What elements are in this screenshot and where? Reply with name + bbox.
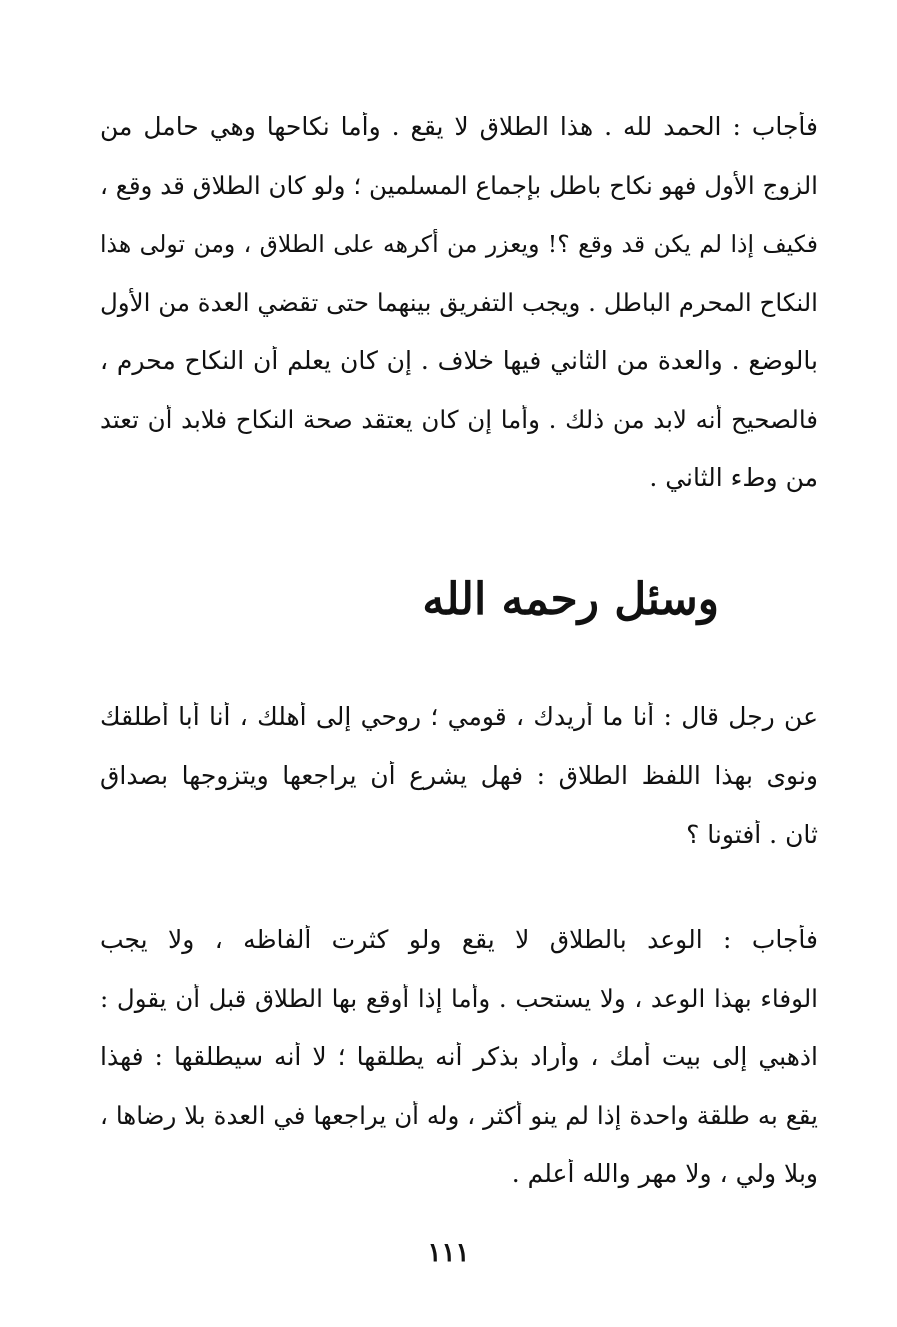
text-line: فأجاب : الوعد بالطلاق لا يقع ولو كثرت ألفاظه ، ولا يجب: [100, 925, 818, 954]
text-line: ونوى بهذا اللفظ الطلاق : فهل يشرع أن يراجعها ويتزوجها بصداق: [100, 761, 818, 790]
paragraph-answer-1: [100, 112, 818, 522]
text-line: ثان . أفتونا ؟: [686, 820, 818, 849]
text-line: اذهبي إلى بيت أمك ، وأراد بذكر أنه يطلقها ؛ لا أنه سيطلقها : فهذا: [100, 1042, 818, 1071]
text-line: وبلا ولي ، ولا مهر والله أعلم .: [511, 1159, 818, 1188]
text-line: فأجاب : الحمد لله . هذا الطلاق لا يقع . وأما نكاحها وهي حامل من: [100, 112, 818, 141]
section-heading: وسئل رحمه الله: [422, 574, 719, 625]
text-line: الزوج الأول فهو نكاح باطل بإجماع المسلمين ؛ ولو كان الطلاق قد وقع ،: [100, 170, 818, 200]
text-line: فالصحيح أنه لابد من ذلك . وأما إن كان يعتقد صحة النكاح فلابد أن تعتد: [100, 404, 818, 434]
text-line: النكاح المحرم الباطل . ويجب التفريق بينهما حتى تقضي العدة من الأول: [100, 287, 818, 317]
text-line: من وطء الثاني .: [649, 463, 818, 492]
text-line: يقع به طلقة واحدة إذا لم ينو أكثر ، وله أن يراجعها في العدة بلا رضاها ،: [100, 1100, 818, 1130]
page-number: ١١١: [427, 1238, 470, 1268]
text-line: الوفاء بهذا الوعد ، ولا يستحب . وأما إذا أوقع بها الطلاق قبل أن يقول :: [100, 983, 818, 1013]
paragraph-answer-2: [100, 925, 818, 1218]
text-line: فكيف إذا لم يكن قد وقع ؟! ويعزر من أكرهه على الطلاق ، ومن تولى هذا: [100, 230, 818, 258]
text-line: بالوضع . والعدة من الثاني فيها خلاف . إن كان يعلم أن النكاح محرم ،: [100, 346, 818, 375]
text-line: عن رجل قال : أنا ما أريدك ، قومي ؛ روحي إلى أهلك ، أنا أبا أطلقك: [100, 702, 818, 731]
paragraph-question: [100, 702, 818, 879]
